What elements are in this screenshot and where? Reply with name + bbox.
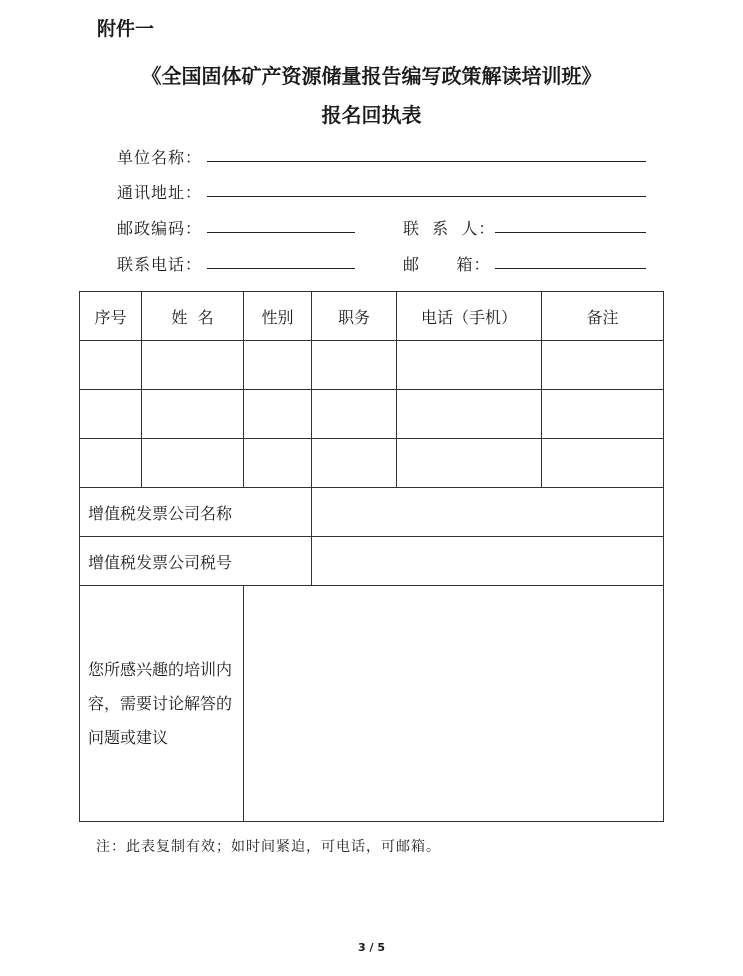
table-cell[interactable] bbox=[312, 341, 397, 390]
table-cell[interactable] bbox=[542, 390, 664, 439]
table-cell[interactable] bbox=[542, 439, 664, 488]
table-cell[interactable] bbox=[142, 341, 244, 390]
postcode-label: 邮政编码： bbox=[117, 219, 203, 238]
table-cell[interactable] bbox=[142, 390, 244, 439]
table-row bbox=[80, 341, 664, 390]
page-number: 3 / 5 bbox=[358, 941, 385, 954]
invoice-company-name-value[interactable] bbox=[312, 488, 664, 537]
table-row bbox=[80, 390, 664, 439]
table-cell[interactable] bbox=[244, 439, 312, 488]
contact-person-field[interactable] bbox=[495, 232, 646, 233]
table-header-row bbox=[80, 292, 664, 341]
invoice-tax-number-row bbox=[80, 537, 664, 586]
invoice-tax-number-label: 增值税发票公司税号 bbox=[80, 537, 312, 586]
interest-label: 您所感兴趣的培训内容，需要讨论解答的问题或建议 bbox=[80, 586, 244, 822]
address-field[interactable] bbox=[207, 196, 646, 197]
invoice-tax-number-value[interactable] bbox=[312, 537, 664, 586]
table-cell[interactable] bbox=[142, 439, 244, 488]
invoice-company-name-label: 增值税发票公司名称 bbox=[80, 488, 312, 537]
attachment-label: 附件一 bbox=[97, 18, 155, 40]
email-field[interactable] bbox=[495, 268, 646, 269]
header-name: 姓 名 bbox=[142, 292, 244, 341]
address-label: 通讯地址： bbox=[117, 183, 203, 202]
document-title: 《全国固体矿产资源储量报告编写政策解读培训班》 bbox=[141, 64, 602, 88]
table-cell[interactable] bbox=[397, 439, 542, 488]
table-cell[interactable] bbox=[542, 341, 664, 390]
table-row bbox=[80, 439, 664, 488]
table-cell[interactable] bbox=[312, 390, 397, 439]
form-subtitle: 报名回执表 bbox=[321, 103, 422, 127]
table-cell[interactable] bbox=[312, 439, 397, 488]
interest-row bbox=[80, 586, 664, 822]
footnote: 注：此表复制有效；如时间紧迫，可电话，可邮箱。 bbox=[96, 839, 441, 855]
contact-person-label: 联 系 人： bbox=[403, 219, 496, 238]
table-cell[interactable] bbox=[397, 341, 542, 390]
header-remarks: 备注 bbox=[542, 292, 664, 341]
table-cell[interactable] bbox=[80, 390, 142, 439]
phone-field[interactable] bbox=[207, 268, 355, 269]
table-cell[interactable] bbox=[80, 439, 142, 488]
header-phone: 电话（手机） bbox=[397, 292, 542, 341]
unit-name-field[interactable] bbox=[207, 161, 646, 162]
phone-label: 联系电话： bbox=[117, 255, 203, 274]
table-cell[interactable] bbox=[244, 390, 312, 439]
invoice-company-name-row bbox=[80, 488, 664, 537]
unit-name-label: 单位名称： bbox=[117, 148, 203, 167]
header-position: 职务 bbox=[312, 292, 397, 341]
header-serial: 序号 bbox=[80, 292, 142, 341]
header-gender: 性别 bbox=[244, 292, 312, 341]
table-cell[interactable] bbox=[244, 341, 312, 390]
registration-table bbox=[79, 291, 664, 822]
table-cell[interactable] bbox=[397, 390, 542, 439]
interest-value[interactable] bbox=[244, 586, 664, 822]
table-cell[interactable] bbox=[80, 341, 142, 390]
email-label: 邮 箱： bbox=[403, 255, 491, 274]
postcode-field[interactable] bbox=[207, 232, 355, 233]
